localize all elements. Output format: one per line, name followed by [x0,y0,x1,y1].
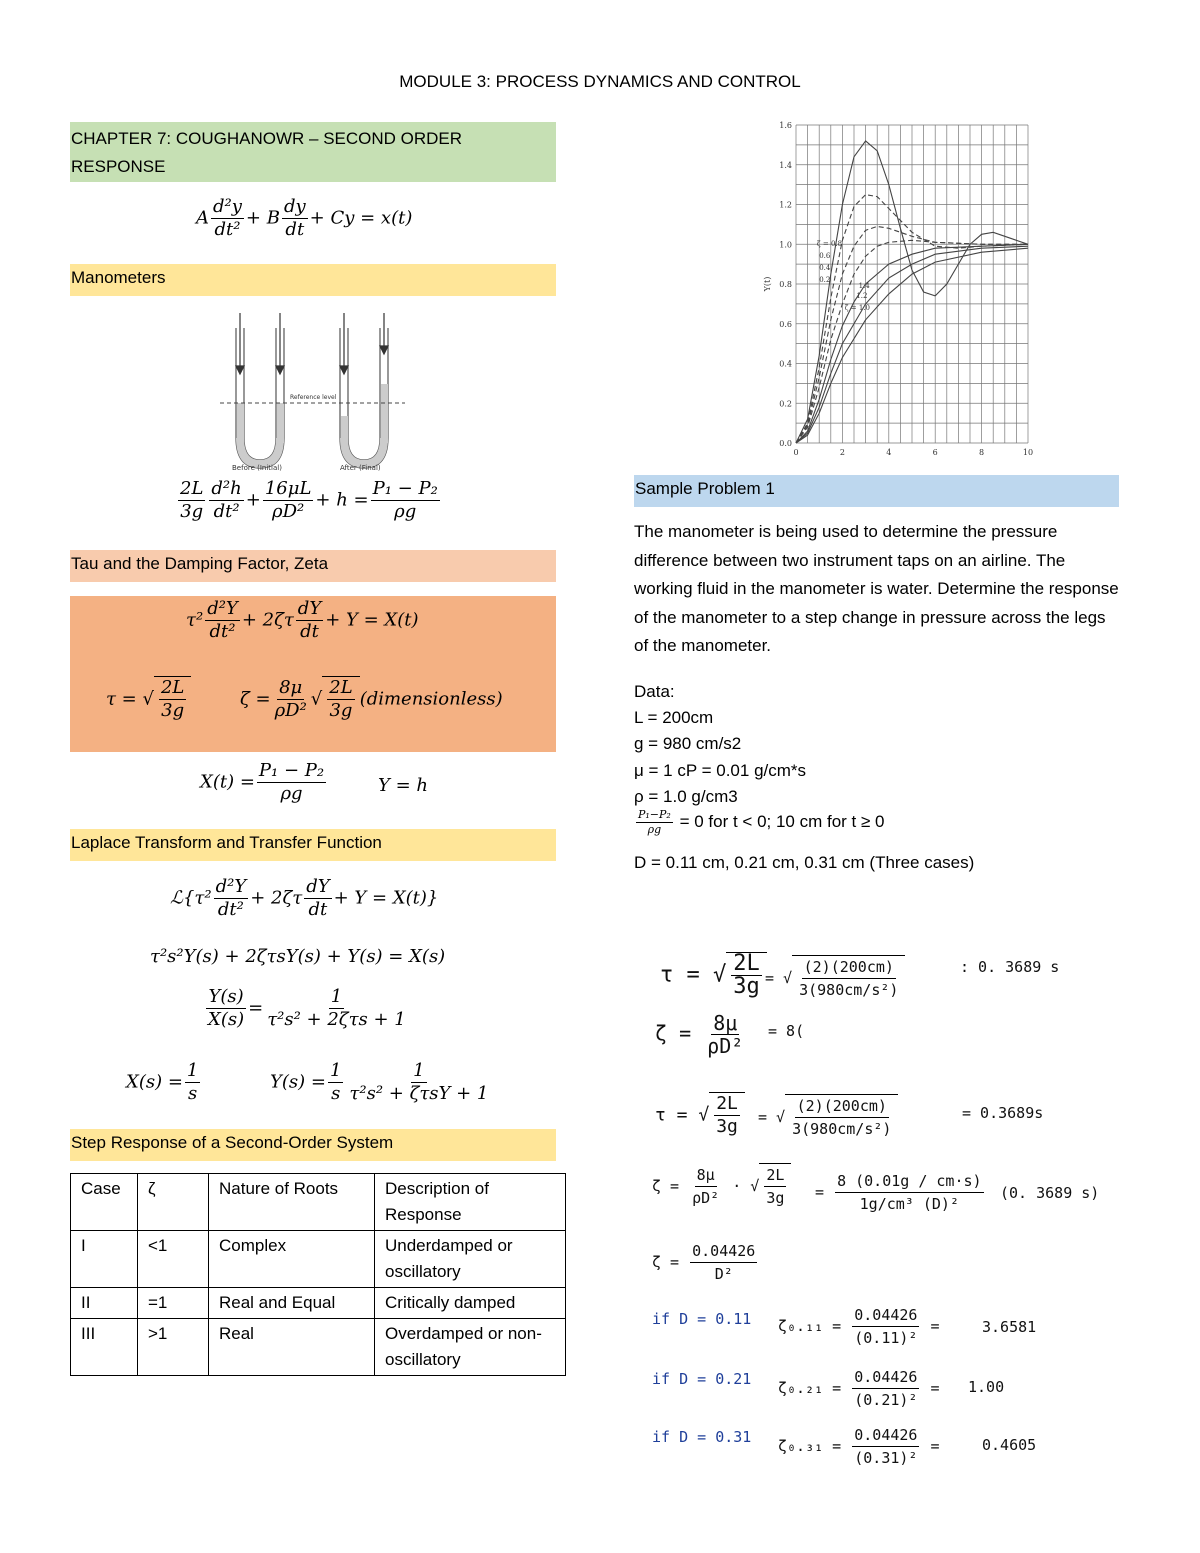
table-cell: Real and Equal [209,1288,375,1319]
hand-case3-label: if D = 0.31 [652,1428,752,1446]
table-row [71,1288,566,1319]
hand-zeta-expr: 8 (0.01g / cm·s) [835,1170,984,1193]
page-title: MODULE 3: PROCESS DYNAMICS AND CONTROL [399,72,801,91]
dimensionless-label: (dimensionless) [359,688,503,710]
table-cell: =1 [138,1288,209,1319]
sample-problem-heading: Sample Problem 1 [634,475,1119,507]
zeta-definition: ζ = $\frac{8\mu}{\text{ρD²}}$ √ $\frac{2L}{3g}$ (dimensionless) [240,677,503,721]
table-row [71,1231,566,1288]
y-tick-label: 0.4 [779,359,792,369]
manometer-equation: $\frac{2L}{3g}$ $\frac{\text{d²h}}{\text{dt²}}$ + $\frac{16\mu L}{\text{ρD²}}$ + h = $\frac{\text{P₁ − P₂}}{\rho g}$ [180,478,438,522]
hand-zeta3: ζ = $\frac{0.04426}{\text{D²}}$ [652,1242,756,1283]
y-tick-label: 1.0 [779,240,792,250]
table-cell: >1 [138,1319,209,1376]
manometers-heading: Manometers [70,264,556,296]
x-tick-label: 6 [932,448,938,457]
step-response-chart [760,115,1050,460]
table-cell: Underdamped or oscillatory [375,1231,566,1288]
step-data-text: = 0 for t < 0; 10 cm for t ≥ 0 [679,811,885,831]
manometer-diagram [200,308,430,472]
before-label: Before (Initial) [232,464,282,472]
laplace-heading: Laplace Transform and Transfer Function [70,829,556,861]
step-heading: Step Response of a Second-Order System [70,1129,556,1161]
hand-tau2: τ = √ $\frac{2L}{3g}$ [655,1092,745,1138]
xt-definition: X(t) = $\frac{\text{P₁ − P₂}}{\rho g}$ [200,760,325,804]
series-annotation: 0.2 [819,276,831,285]
transfer-function: $\frac{Y(s)}{X(s)}$ = $\frac{1}{\text{τ²s² + 2ζτs + 1}}$ [208,986,406,1030]
laplace-equation-1: ℒ{τ² $\frac{\text{d²Y}}{\text{dt²}}$ + 2ζτ $\frac{dY}{dt}$ + Y = X(t)} [170,876,439,920]
table-cell: Critically damped [375,1288,566,1319]
hand-tau-symbol: τ = √ $\frac{2L}{3g}$ [660,952,767,998]
y-tick-label: 0.6 [779,319,792,329]
x-tick-label: 8 [979,448,985,457]
series-annotation: 1.2 [856,291,868,300]
step-data: $\frac{\text{P₁−P₂}}{\rho g}$ = 0 for t < 0; 10 cm for t ≥ 0 [638,808,885,836]
header-cell: Description of Response [375,1174,566,1231]
table-cell: I [71,1231,138,1288]
y-tick-label: 0.8 [779,280,792,289]
hand-tau-sub: = √ $\frac{(2)(200cm)}{\text{3(980cm/s²)}}$ [765,955,905,1001]
y-tick-label: 0.0 [779,439,792,448]
y-tick-label: 0.2 [779,399,792,409]
tau-definition: τ = √ $\frac{2L}{3g}$ [106,676,191,722]
hand-case3-result: 0.4605 [982,1436,1037,1454]
table-cell: II [71,1288,138,1319]
tau-heading: Tau and the Damping Factor, Zeta [70,550,556,582]
series-annotation: ζ = 1.0 [844,303,870,312]
table-header-row [71,1174,566,1231]
hand-case2-label: if D = 0.21 [652,1370,752,1388]
data-line: g = 980 cm/s2 [634,734,742,753]
x-tick-label: 10 [1022,448,1034,457]
y-tick-label: 1.4 [779,160,792,170]
hand-zeta-simpl: 0.04426 [690,1240,757,1263]
hand-case1-result: 3.6581 [982,1318,1037,1336]
table-cell: Real [209,1319,375,1376]
hand-case2-result: 1.00 [968,1378,1005,1396]
table-cell: Complex [209,1231,375,1288]
hand-case1: ζ₀.₁₁ = $\frac{0.04426}{\text{(0.11)²}}$ = [778,1306,940,1347]
hand-zeta-tail: (0. 3689 s) [1000,1184,1100,1202]
hand-zeta-symbol: ζ = $\frac{8\mu}{\text{ρD²}}$ [655,1011,744,1058]
hand-zeta2: ζ = $\frac{8\mu}{\text{ρD²}}$ · √ $\frac{2L}{3g}$ [652,1163,791,1209]
hand-zeta-partial: = 8( [768,1022,805,1040]
step-response-table [70,1173,566,1376]
data-line: ρ = 1.0 g/cm3 [634,787,738,806]
cases-line: D = 0.11 cm, 0.21 cm, 0.31 cm (Three cases) [634,853,975,872]
series-annotation: ζ = 0.8 [816,240,843,249]
series-annotation: 1.4 [858,281,870,290]
header-cell: ζ [138,1174,209,1231]
header-cell: Case [71,1174,138,1231]
table-cell: Overdamped or non-oscillatory [375,1319,566,1376]
header-cell: Nature of Roots [209,1174,375,1231]
data-heading: Data: [634,682,675,701]
tau-equation: τ² $\frac{\text{d²Y}}{\text{dt²}}$ + 2ζτ $\frac{dY}{dt}$ + Y = X(t) [186,598,419,642]
y-axis-label: Y(t) [763,276,772,292]
xs-equation: X(s) = $\frac{1}{s}$ [126,1060,199,1104]
second-order-equation: A $\frac{\text{d²y}}{\text{dt²}}$ + B $\frac{dy}{dt}$ + Cy = x(t) [196,196,413,240]
after-label: After (Final) [340,464,381,472]
y-tick-label: 1.2 [779,200,792,210]
data-line: L = 200cm [634,708,714,727]
table-cell: <1 [138,1231,209,1288]
hand-case2: ζ₀.₂₁ = $\frac{0.04426}{\text{(0.21)²}}$ = [778,1368,940,1409]
table-row [71,1319,566,1376]
data-line: μ = 1 cP = 0.01 g/cm*s [634,761,807,780]
hand-tau2-result: = 0.3689s [962,1104,1044,1122]
ref-label: Reference level [290,394,337,401]
series-annotation: 0.6 [819,252,831,261]
second-order-rhs: + Cy = x(t) [309,207,413,229]
series-annotation: 0.4 [819,264,831,273]
hand-tau2-sub: = √ $\frac{(2)(200cm)}{\text{3(980cm/s²)}}$ [758,1094,898,1140]
hand-zeta2-sub: = $\frac{8 (0.01g / cm\cdot s)}{\text{1g/cm³ (D)²}}$ [815,1172,982,1213]
hand-tau-result: : 0. 3689 s [960,958,1060,976]
x-tick-label: 4 [886,448,892,457]
ys-equation: Y(s) = $\frac{1}{s}$ $\frac{1}{\text{τ²s² + ζτsY + 1}}$ [270,1060,489,1104]
hand-case1-label: if D = 0.11 [652,1310,752,1328]
y-definition: Y = h [378,775,429,796]
hand-case3: ζ₀.₃₁ = $\frac{0.04426}{\text{(0.31)²}}$ = [778,1426,940,1467]
x-tick-label: 0 [793,448,799,457]
problem-statement: The manometer is being used to determine the pressure difference between two instrument taps on an airline. The working fluid in the manometer is water. Determine the response of the manometer to a step change in pressure across the legs of the manometer. [634,522,1119,655]
table-cell: III [71,1319,138,1376]
y-tick-label: 1.6 [779,121,792,130]
chapter-heading: CHAPTER 7: COUGHANOWR – SECOND ORDER RESPONSE [70,122,556,182]
x-tick-label: 2 [839,448,845,457]
laplace-equation-2: τ²s²Y(s) + 2ζτsY(s) + Y(s) = X(s) [150,946,446,967]
